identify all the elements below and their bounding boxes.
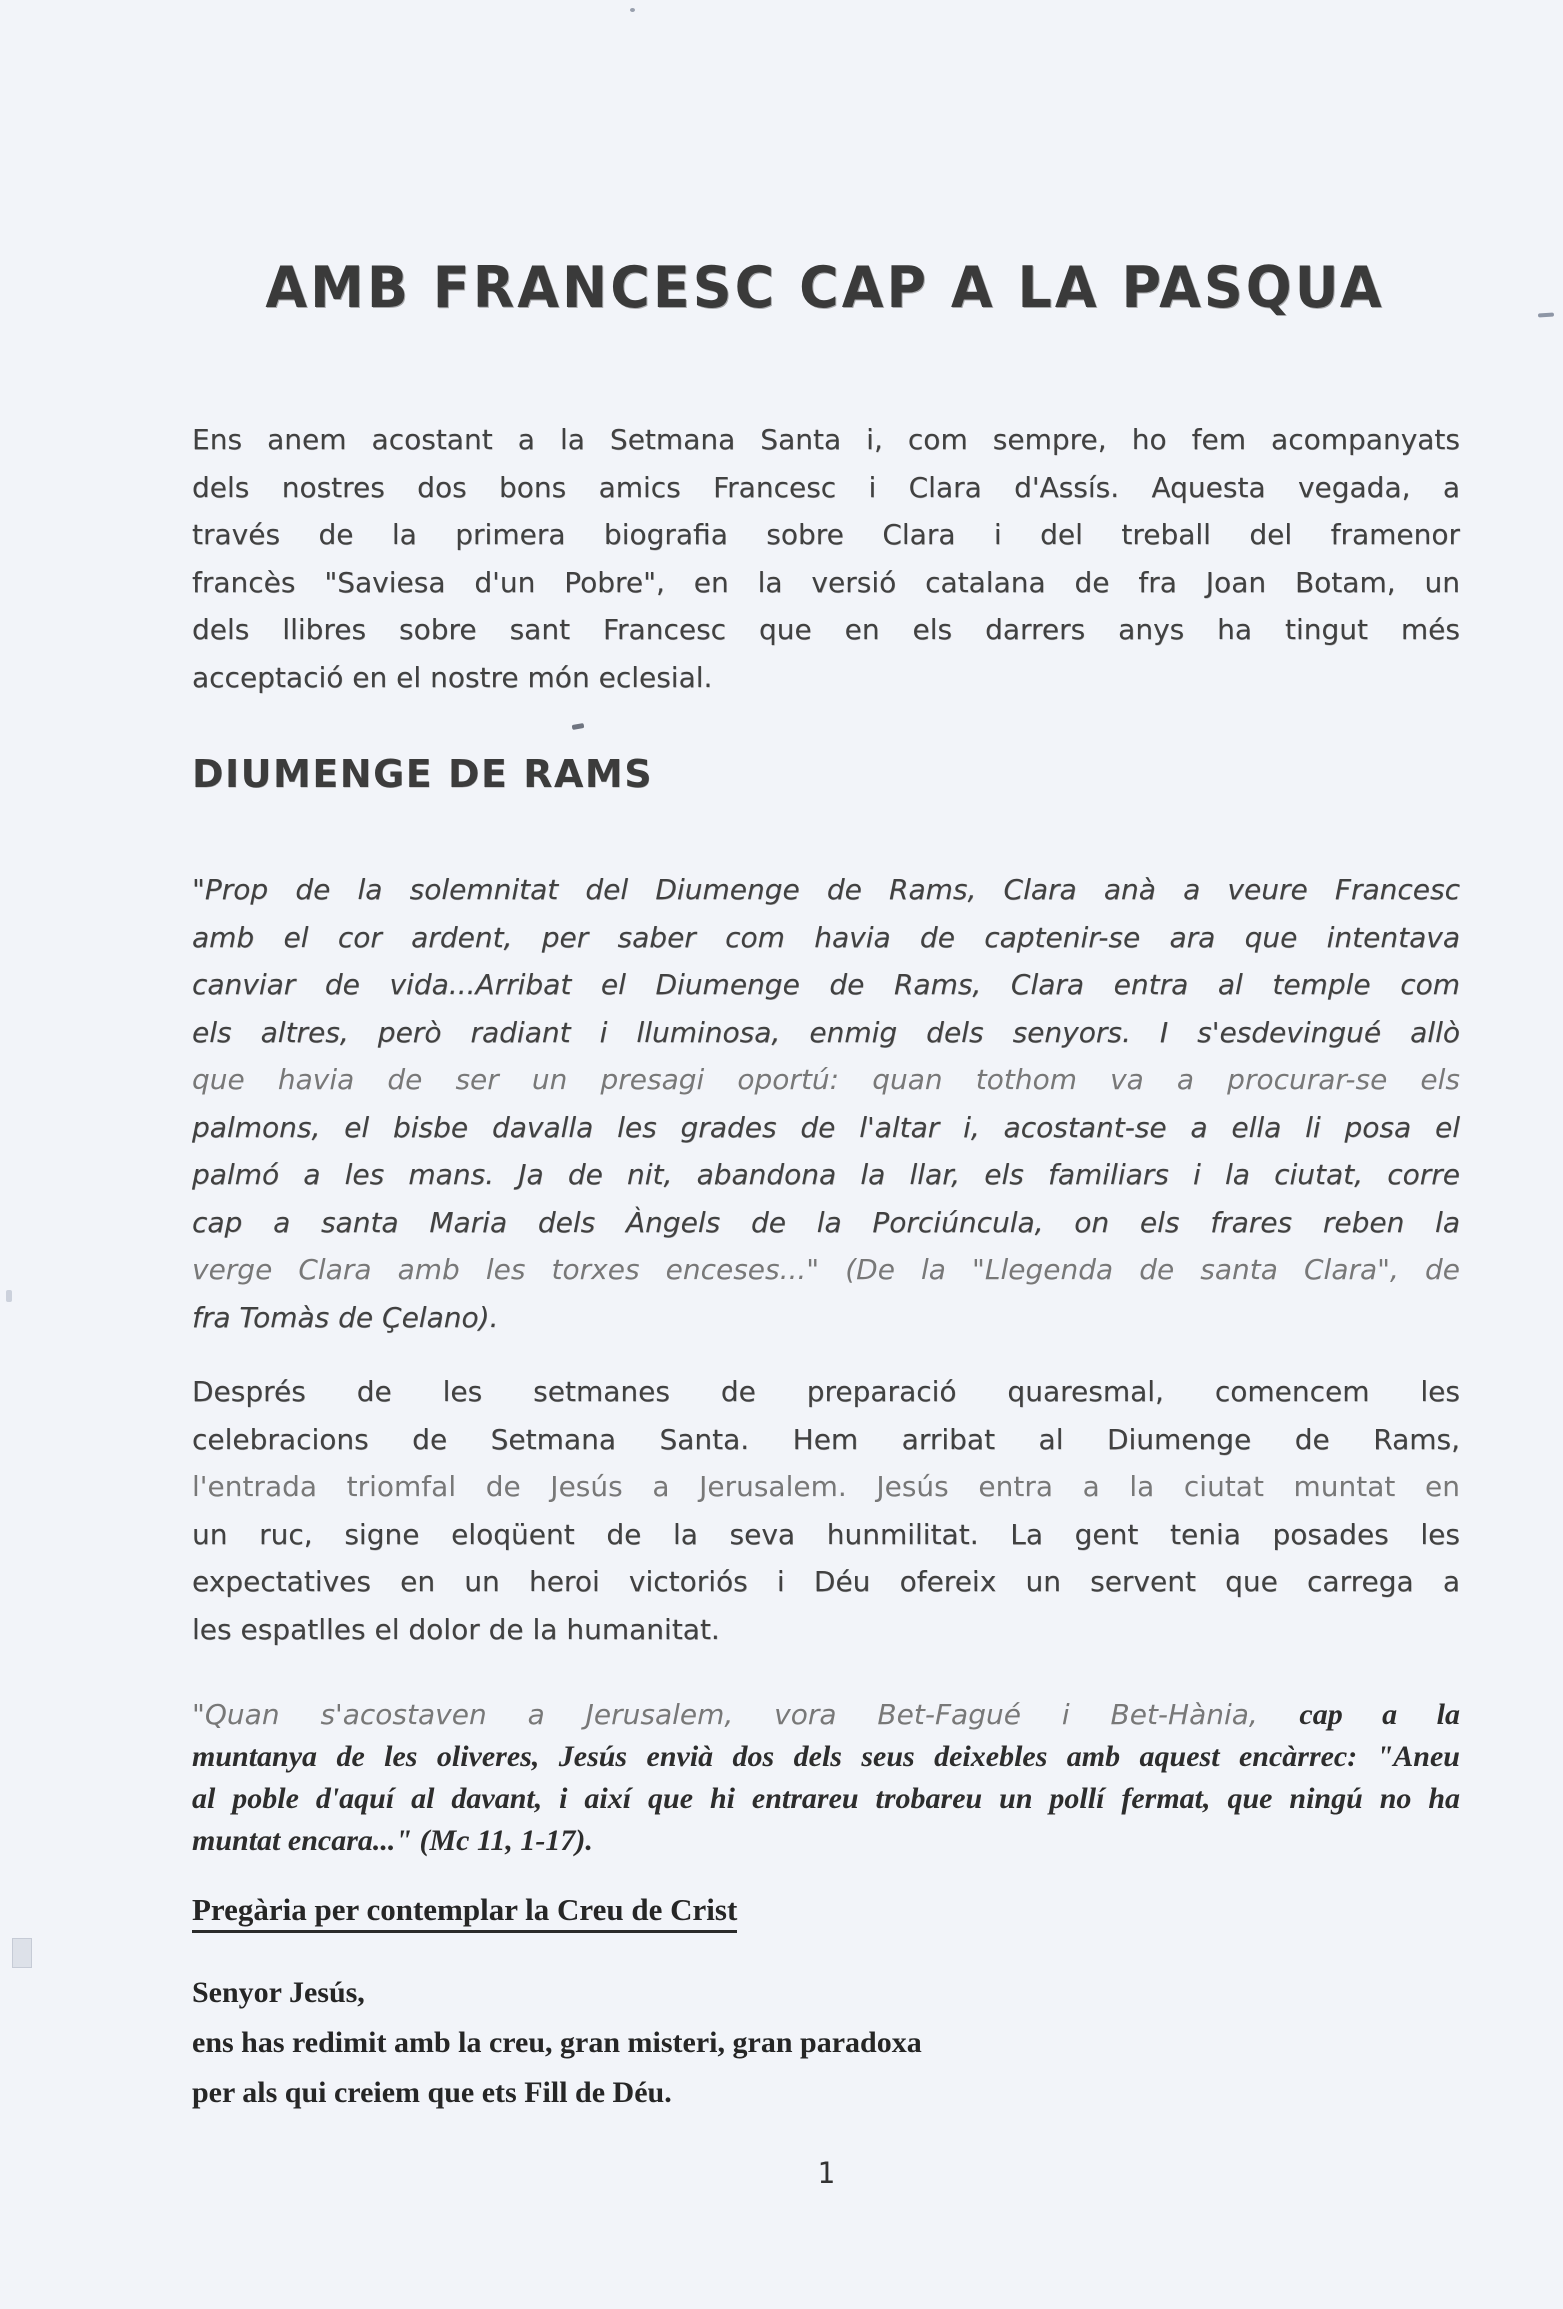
scan-artifact — [12, 1938, 32, 1968]
text-line: amb el cor ardent, per saber com havia de captenir-se ara que intentava — [192, 920, 1460, 954]
text-line: cap a santa Maria dels Àngels de la Porciúncula, on els frares reben la — [192, 1205, 1460, 1239]
text-line: un ruc, signe eloqüent de la seva hunmilitat. La gent tenia posades les — [192, 1517, 1460, 1551]
intro-paragraph — [192, 416, 1460, 701]
text-line: palmó a les mans. Ja de nit, abandona la llar, els familiars i la ciutat, corre — [192, 1158, 1460, 1191]
legend-of-santa-clara-quote — [192, 866, 1460, 1341]
text-line: l'entrada triomfal de Jesús a Jerusalem. Jesús entra a la ciutat muntat en — [192, 1470, 1460, 1503]
text-line: muntanya de les oliveres, Jesús envià dos dels seus deixebles amb aquest encàrrec: "Aneu — [192, 1740, 1460, 1773]
text-line: canviar de vida...Arribat el Diumenge de Rams, Clara entra al temple com — [192, 968, 1460, 1001]
palm-sunday-paragraph — [192, 1368, 1460, 1653]
document-title: AMB FRANCESC CAP A LA PASQUA — [265, 254, 1385, 321]
gospel-quote-mark-11 — [192, 1694, 1460, 1862]
text-line: fra Tomàs de Çelano). — [192, 1300, 499, 1334]
scan-artifact — [1538, 312, 1554, 317]
text-line: que havia de ser un presagi oportú: quan tothom va a procurar-se els — [192, 1063, 1460, 1096]
scan-artifact — [630, 8, 635, 12]
text-line: muntat encara..." (Mc 11, 1-17). — [192, 1824, 593, 1857]
gospel-lead-serif: cap a la — [1299, 1698, 1460, 1731]
prayer-line: ens has redimit amb la creu, gran misteri, gran paradoxa — [192, 2026, 922, 2059]
text-line: acceptació en el nostre món eclesial. — [192, 660, 713, 694]
gospel-lead-comic: "Quan s'acostaven a Jerusalem, vora Bet-Fagué i Bet-Hània, — [192, 1698, 1258, 1731]
text-line: "Prop de la solemnitat del Diumenge de Rams, Clara anà a veure Francesc — [192, 873, 1460, 906]
text-line: verge Clara amb les torxes enceses..." (De la "Llegenda de santa Clara", de — [192, 1253, 1460, 1286]
text-line: palmons, el bisbe davalla les grades de l'altar i, acostant-se a ella li posa el — [192, 1110, 1460, 1144]
prayer-line: Senyor Jesús, — [192, 1976, 365, 2009]
text-line: dels llibres sobre sant Francesc que en els darrers anys ha tingut més — [192, 613, 1460, 646]
text-line: celebracions de Setmana Santa. Hem arribat al Diumenge de Rams, — [192, 1422, 1460, 1456]
text-line: francès "Saviesa d'un Pobre", en la versió catalana de fra Joan Botam, un — [192, 565, 1460, 599]
text-line — [192, 1694, 1460, 1736]
text-line: els altres, però radiant i lluminosa, enmig dels senyors. I s'esdevingué allò — [192, 1015, 1460, 1049]
text-line: al poble d'aquí al davant, i així que hi entrareu trobareu un pollí fermat, que ningú no ha — [192, 1782, 1460, 1815]
text-line: través de la primera biografia sobre Clara i del treball del framenor — [192, 518, 1460, 551]
prayer-line: per als qui creiem que ets Fill de Déu. — [192, 2076, 672, 2109]
section-heading-diumenge-de-rams: DIUMENGE DE RAMS — [192, 752, 654, 796]
text-line: dels nostres dos bons amics Francesc i Clara d'Assís. Aquesta vegada, a — [192, 470, 1460, 504]
prayer-text — [192, 1968, 1460, 2118]
scan-artifact — [572, 723, 585, 730]
prayer-heading-text: Pregària per contemplar la Creu de Crist — [192, 1892, 737, 1933]
page-number: 1 — [817, 2156, 835, 2190]
text-line: les espatlles el dolor de la humanitat. — [192, 1612, 720, 1646]
text-line: Després de les setmanes de preparació quaresmal, comencem les — [192, 1375, 1460, 1408]
scan-artifact — [6, 1290, 12, 1302]
text-line: Ens anem acostant a la Setmana Santa i, com sempre, ho fem acompanyats — [192, 423, 1460, 456]
text-line: expectatives en un heroi victoriós i Déu ofereix un servent que carrega a — [192, 1565, 1460, 1598]
prayer-heading — [192, 1892, 737, 1928]
